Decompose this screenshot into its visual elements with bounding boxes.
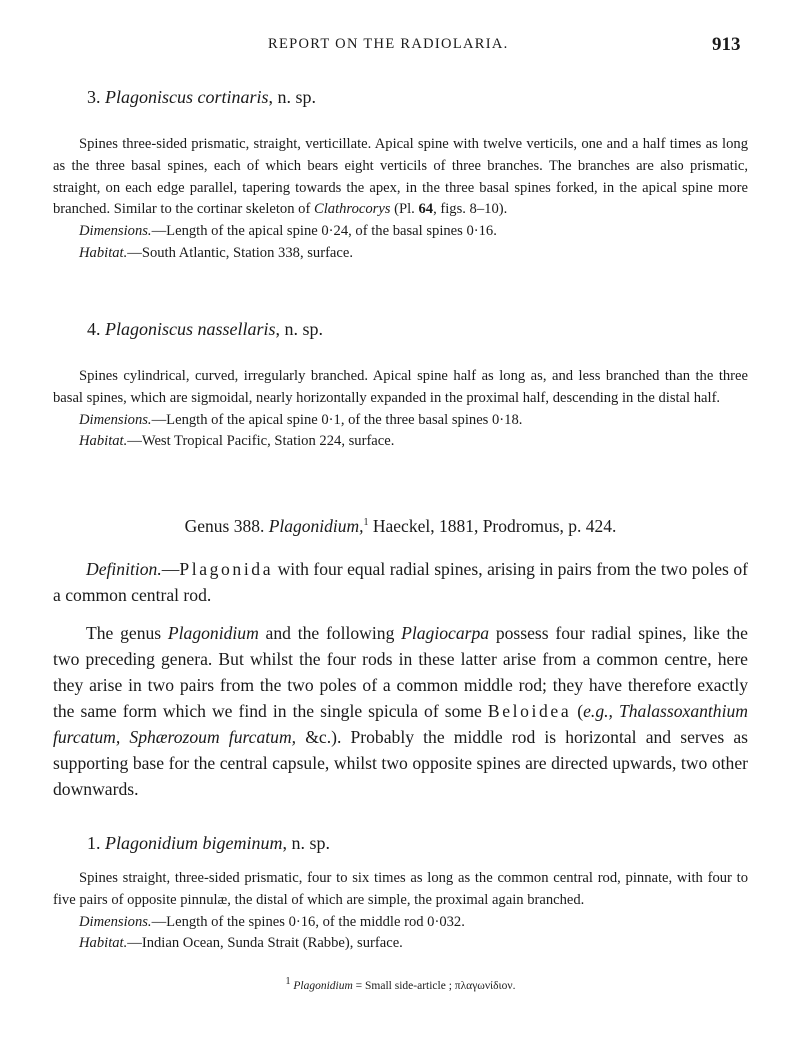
species-number: 4. (87, 319, 101, 339)
species-heading-nassellaris (87, 318, 687, 340)
page-number: 913 (712, 34, 741, 55)
dimensions-line (53, 410, 748, 432)
species-genus: Plagonidium (105, 833, 198, 853)
species-body-nassellaris (53, 366, 748, 453)
dimensions-text: —Length of the apical spine 0·24, of the basal spines 0·16. (151, 223, 497, 240)
greek-etymology: πλαγωνίδιον. (454, 979, 516, 992)
species-body-cortinaris (53, 134, 748, 265)
genus-name: Plagonidium, (268, 515, 364, 536)
footnote-marker: 1 (363, 517, 369, 528)
dimensions-label: Dimensions. (79, 223, 152, 240)
genus-discussion: The genus Plagonidium and the following Plagiocarpa possess four radial spines, like the two preceding genera. But whilst the four rods in these latter arise from a common centre, here they arise in two pairs from the two poles of a common middle rod; they have therefore exactly the same form which we find in the single spicula of some Beloidea (e.g., Thalassoxanthium furcatum, Sphærozoum furcatum, &c.). Probably the middle rod is horizontal and serves as supporting base for the central capsule, whilst two opposite spines are directed upwards, two other downwards. (53, 623, 748, 799)
running-title: REPORT ON THE RADIOLARIA. (268, 36, 509, 52)
genus-heading: Genus 388. Plagonidium,$^1$ Haeckel, 1881, Prodromus, p. 424. (184, 515, 617, 536)
family-name: Plagonida (179, 559, 274, 579)
dimensions-label: Dimensions. (79, 411, 152, 428)
footnote-mark: 1 (285, 976, 291, 987)
species-number: 3. (87, 87, 101, 107)
species-genus: Plagoniscus (105, 319, 193, 339)
habitat-line (53, 431, 748, 453)
dimensions-text: —Length of the spines 0·16, of the middle rod 0·032. (151, 913, 465, 930)
species-heading-bigeminum (87, 832, 687, 854)
group-name: Beloidea (487, 701, 572, 721)
habitat-text: —West Tropical Pacific, Station 224, surface. (127, 433, 395, 450)
species-suffix: , n. sp. (282, 833, 331, 853)
habitat-text: —South Atlantic, Station 338, surface. (127, 244, 354, 261)
species-body-bigeminum (53, 868, 748, 955)
habitat-line (53, 933, 748, 955)
species-description: Spines cylindrical, curved, irregularly branched. Apical spine half as long as, and less branched than the three basal spines, which are sigmoidal, nearly horizontally expanded in the proximal half, descending in the distal half. (53, 368, 748, 406)
habitat-text: —Indian Ocean, Sunda Strait (Rabbe), surface. (127, 935, 403, 952)
definition-label: Definition. (86, 559, 162, 579)
dimensions-line (53, 912, 748, 934)
species-suffix: , n. sp. (268, 87, 317, 107)
footnote: $^1$ Plagonidium = Small side-article ; πλαγωνίδιον. (285, 976, 516, 992)
species-description: Spines three-sided prismatic, straight, verticillate. Apical spine with twelve verticils, one and a half times as long as the three basal spines, each of which bears eight verticils of three branches. The branches are also prismatic, straight, on each edge parallel, tapering towards the apex, in the three basal spines forked, in the apical spine more branched. Similar to the cortinar skeleton of Clathrocorys (Pl. 64, figs. 8–10). (53, 136, 748, 218)
plate-number: 64 (418, 201, 434, 218)
species-description: Spines straight, three-sided prismatic, four to six times as long as the common central rod, pinnate, with four to five pairs of opposite pinnulæ, the distal of which are simple, the proximal again branched. (53, 870, 748, 908)
species-epithet: nassellaris (197, 319, 276, 339)
habitat-label: Habitat. (79, 935, 128, 952)
dimensions-label: Dimensions. (79, 913, 152, 930)
species-epithet: cortinaris (197, 87, 269, 107)
habitat-line (53, 243, 748, 265)
reference-genus: Clathrocorys (314, 201, 391, 218)
species-number: 1. (87, 833, 101, 853)
running-head (0, 34, 800, 58)
footnote-term: Plagonidium (293, 979, 353, 992)
species-epithet: bigeminum (202, 833, 283, 853)
habitat-label: Habitat. (79, 433, 128, 450)
species-heading-cortinaris (87, 86, 687, 108)
dimensions-line (53, 221, 748, 243)
species-genus: Plagoniscus (105, 87, 193, 107)
genus-definition: Definition.—Plagonida with four equal radial spines, arising in pairs from the two poles of a common central rod. (53, 559, 748, 605)
habitat-label: Habitat. (79, 244, 128, 261)
species-suffix: , n. sp. (275, 319, 324, 339)
dimensions-text: —Length of the apical spine 0·1, of the three basal spines 0·18. (151, 411, 523, 428)
